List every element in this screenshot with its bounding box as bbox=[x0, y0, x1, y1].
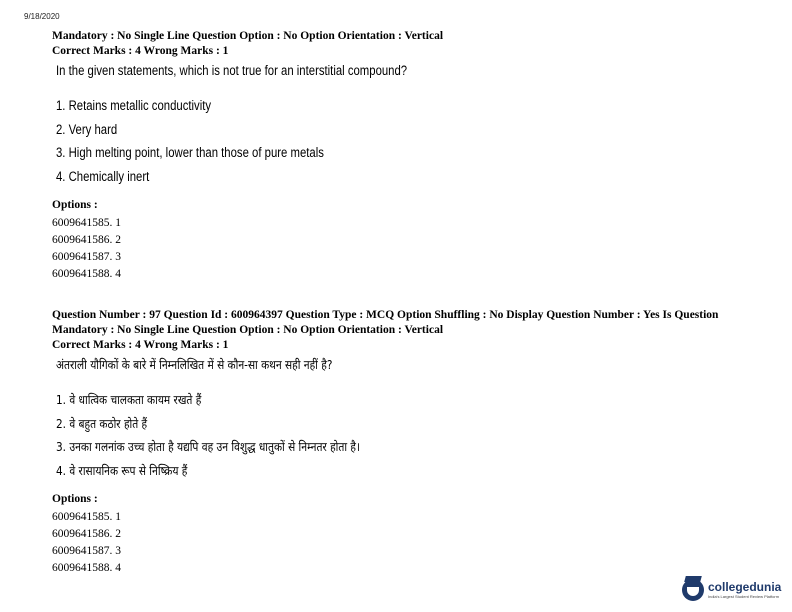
option-ids-list bbox=[52, 215, 772, 283]
question-marks-line: Correct Marks : 4 Wrong Marks : 1 bbox=[52, 45, 229, 57]
answer-choice: 1. Retains metallic conductivity bbox=[56, 98, 212, 113]
answer-choice: 3. High melting point, lower than those of pure metals bbox=[56, 145, 324, 160]
question-meta-line: Mandatory : No Single Line Question Option : No Option Orientation : Vertical bbox=[52, 324, 444, 336]
logo-tagline: India's Largest Student Review Platform bbox=[708, 593, 780, 599]
answer-choice: 1. वे धात्विक चालकता कायम रखते हैं bbox=[56, 392, 202, 407]
question-text: In the given statements, which is not true for an interstitial compound? bbox=[56, 63, 408, 78]
option-id: 6009641585. 1 bbox=[52, 511, 121, 523]
options-heading: Options : bbox=[52, 493, 98, 505]
question-text: अंतराली यौगिकों के बारे में निम्नलिखित में से कौन-सा कथन सही नहीं है? bbox=[56, 357, 333, 372]
option-id: 6009641586. 2 bbox=[52, 234, 121, 246]
answer-choice: 2. वे बहुत कठोर होते हैं bbox=[56, 415, 148, 431]
logo-name: collegedunia bbox=[708, 579, 782, 594]
collegedunia-logo bbox=[682, 575, 786, 605]
question-marks-line: Correct Marks : 4 Wrong Marks : 1 bbox=[52, 339, 229, 351]
option-ids-list bbox=[52, 509, 772, 577]
graduate-mascot-icon bbox=[682, 579, 704, 601]
answer-choice: 4. वे रासायनिक रूप से निष्क्रिय हैं bbox=[56, 462, 188, 478]
print-date: 9/18/2020 bbox=[24, 12, 60, 21]
question-header-line: Question Number : 97 Question Id : 600964397 Question Type : MCQ Option Shuffling : No Display Question Number : Yes Is Question bbox=[52, 309, 719, 321]
option-id: 6009641587. 3 bbox=[52, 251, 121, 263]
answer-choices bbox=[56, 94, 772, 188]
question-meta-line: Mandatory : No Single Line Question Option : No Option Orientation : Vertical bbox=[52, 30, 444, 42]
answer-choice: 4. Chemically inert bbox=[56, 168, 150, 184]
answer-choices bbox=[56, 388, 772, 482]
question-block-hindi bbox=[52, 308, 772, 577]
option-id: 6009641588. 4 bbox=[52, 562, 121, 574]
options-heading: Options : bbox=[52, 199, 98, 211]
option-id: 6009641586. 2 bbox=[52, 528, 121, 540]
question-block-english bbox=[52, 29, 772, 283]
option-id: 6009641585. 1 bbox=[52, 217, 121, 229]
answer-choice: 2. Very hard bbox=[56, 121, 118, 137]
answer-choice: 3. उनका गलनांक उच्च होता है यद्यपि वह उन विशुद्ध धातुकों से निम्नतर होता है। bbox=[56, 439, 360, 454]
logo-text-group bbox=[708, 581, 781, 600]
option-id: 6009641587. 3 bbox=[52, 545, 121, 557]
option-id: 6009641588. 4 bbox=[52, 268, 121, 280]
